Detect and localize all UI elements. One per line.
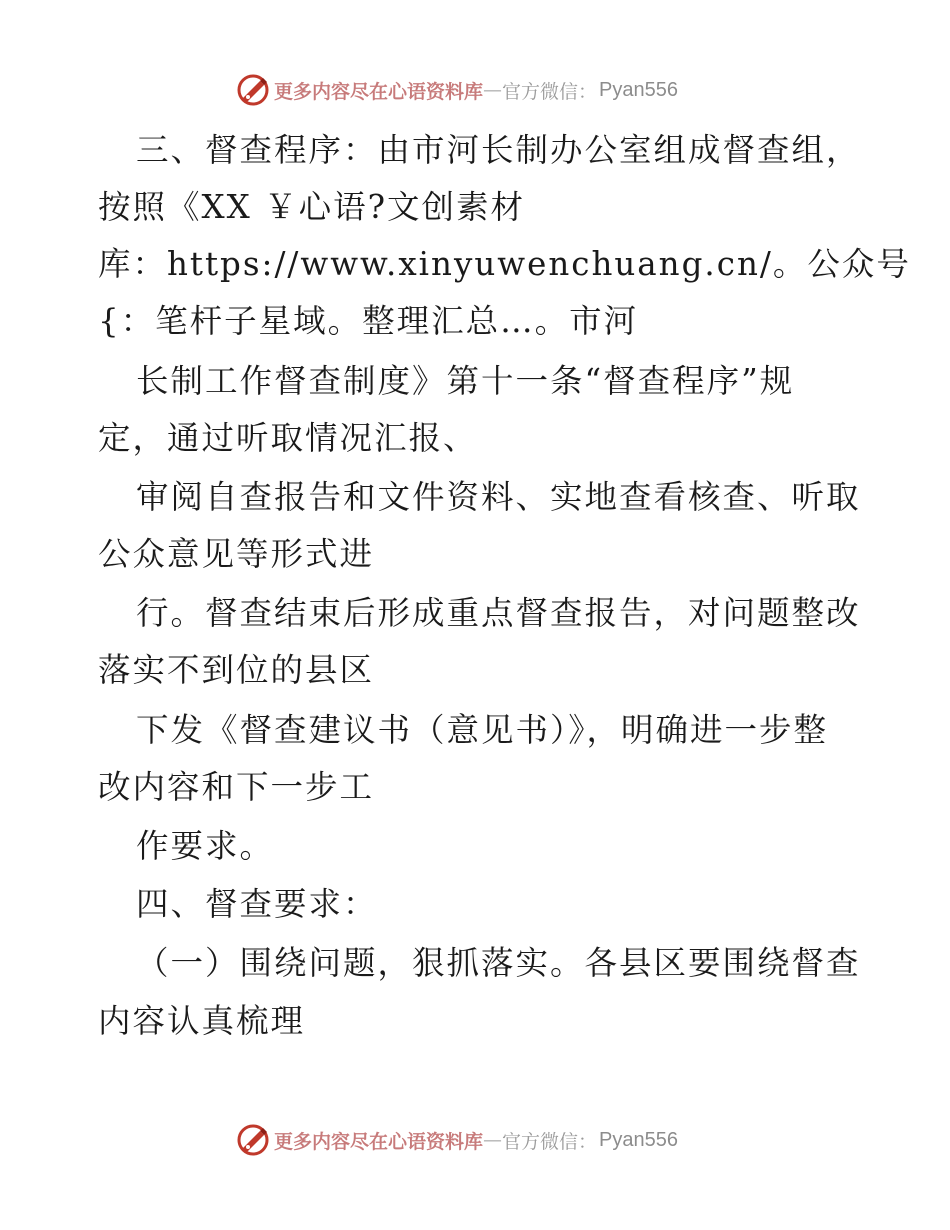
footer-watermark	[236, 1122, 678, 1158]
text-line: 四、督查要求：	[136, 885, 378, 923]
text-line: {：笔杆子星域。整理汇总…。市河	[98, 302, 639, 340]
text-line: 审阅自查报告和文件资料、实地查看核查、听取	[136, 478, 861, 516]
watermark-wechat-label: 官方微信：	[502, 1130, 598, 1153]
text-line: 行。督查结束后形成重点督查报告，对问题整改	[136, 594, 861, 632]
text-line: 作要求。	[136, 827, 275, 865]
text-line: 公众意见等形式进	[98, 535, 375, 573]
watermark-wechat-id: Pyan556	[599, 1128, 678, 1151]
text-line: 三、督查程序：由市河长制办公室组成督查组，	[136, 131, 861, 169]
watermark-wechat-id: Pyan556	[599, 78, 678, 101]
text-line: 按照《XX ￥心语?文创素材	[98, 188, 526, 226]
text-line: 落实不到位的县区	[98, 651, 375, 689]
pen-logo-icon	[236, 73, 270, 107]
pen-logo-icon	[236, 1123, 270, 1157]
text-line: 改内容和下一步工	[98, 768, 375, 806]
header-watermark	[236, 72, 678, 108]
watermark-text: 更多内容尽在心语资料库	[274, 1130, 484, 1153]
watermark-text: 更多内容尽在心语资料库	[274, 80, 484, 103]
text-line: （一）围绕问题，狠抓落实。各县区要围绕督查	[136, 944, 861, 982]
watermark-dash: —	[483, 79, 503, 101]
text-line: 长制工作督查制度》第十一条“督查程序”规	[136, 362, 795, 400]
text-line: 定，通过听取情况汇报、	[98, 419, 478, 457]
text-line: 内容认真梳理	[98, 1002, 306, 1040]
watermark-wechat-label: 官方微信：	[502, 80, 598, 103]
text-line: 库：https://www.xinyuwenchuang.cn/。公众号	[98, 245, 911, 283]
watermark-dash: —	[483, 1129, 503, 1151]
text-line: 下发《督查建议书（意见书）》，明确进一步整	[136, 711, 829, 749]
